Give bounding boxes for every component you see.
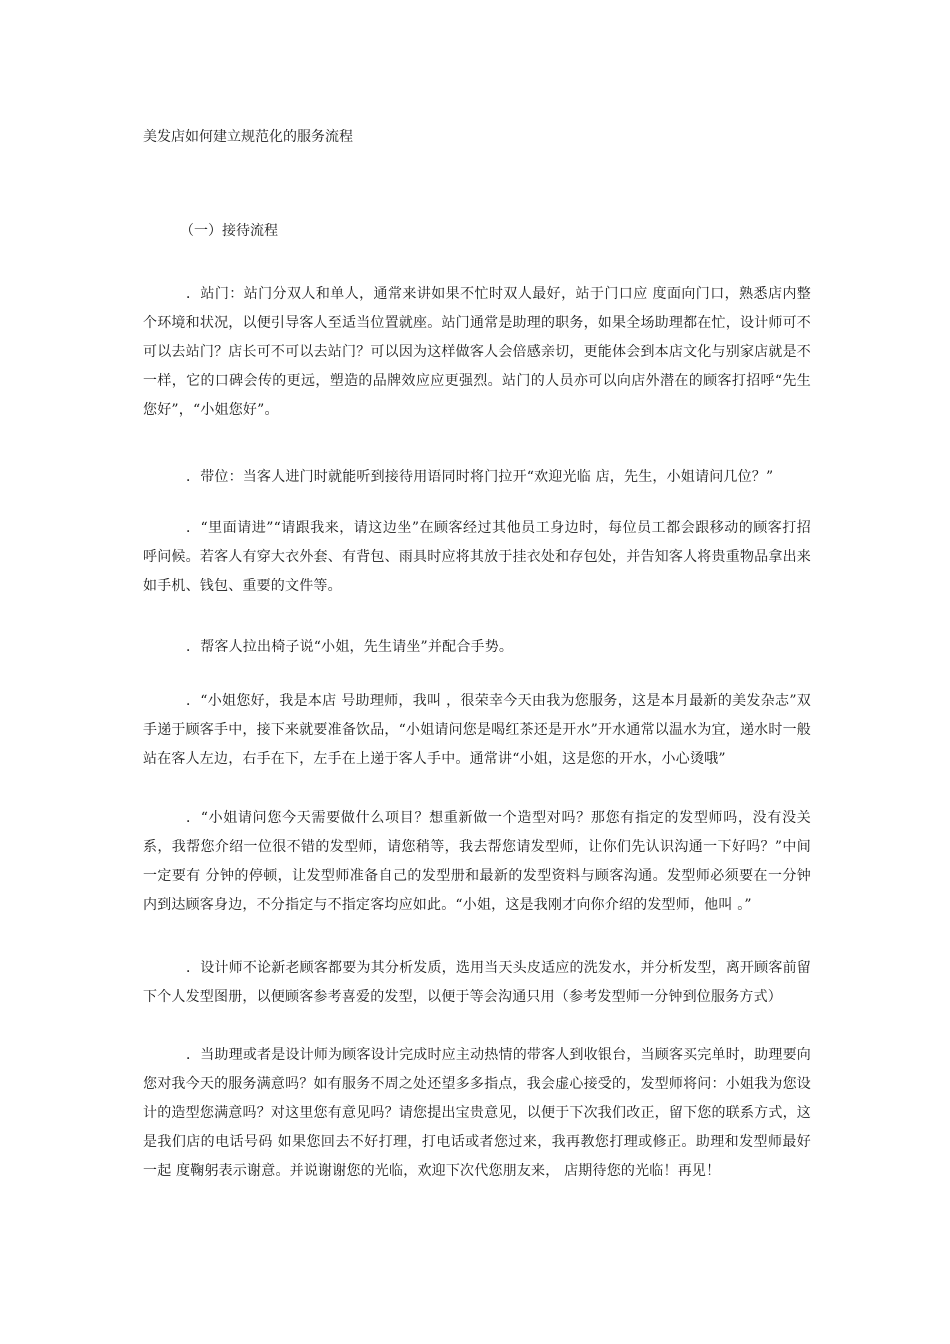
paragraph-service-inquiry: ．“小姐请问您今天需要做什么项目？想重新做一个造型对吗？那您有指定的发型师吗，没有没关系，我帮您介绍一位很不错的发型师，请您稍等，我去帮您请发型师，让你们先认识沟通一下好吗？”中间一定要有 分钟的停顿，让发型师准备自己的发型册和最新的发型资料与顾客沟通。发型师必须要在一分钟内到达顾客身边，不分指定与不指定客均应如此。“小姐，这是我刚才向你介绍的发型师，他叫 。”: [143, 810, 811, 913]
paragraph-checkout-farewell: ．当助理或者是设计师为顾客设计完成时应主动热情的带客人到收银台，当顾客买完单时，助理要向您对我今天的服务满意吗？如有服务不周之处还望多多指点，我会虚心接受的，发型师将问：小姐我为您设计的造型您满意吗？对这里您有意见吗？请您提出宝贵意见，以便于下次我们改正，留下您的联系方式，这是我们店的电话号码 如果您回去不好打理，打电话或者您过来，我再教您打理或修正。助理和发型师最好一起 度鞠躬表示谢意。并说谢谢您的光临，欢迎下次代您朋友来， 店期待您的光临！再见！: [143, 1047, 811, 1179]
paragraph-guiding-to-seat: ．带位：当客人进门时就能听到接待用语同时将门拉开“欢迎光临 店，先生，小姐请问几位？”: [186, 469, 774, 485]
paragraph-please-come-in: ．“里面请进”“请跟我来，请这边坐”在顾客经过其他员工身边时，每位员工都会跟移动的顾客打招呼问候。若客人有穿大衣外套、有背包、雨具时应将其放于挂衣处和存包处，并告知客人将贵重物品拿出来如手机、钱包、重要的文件等。: [143, 520, 811, 594]
paragraph-standing-at-door: ．站门：站门分双人和单人，通常来讲如果不忙时双人最好，站于门口应 度面向门口，熟悉店内整个环境和状况，以便引导客人至适当位置就座。站门通常是助理的职务，如果全场助理都在忙，设计师可不可以去站门？店长可不可以去站门？可以因为这样做客人会倍感亲切，更能体会到本店文化与别家店就是不一样，它的口碑会传的更远，塑造的品牌效应应更强烈。站门的人员亦可以向店外潜在的顾客打招呼“先生您好”，“小姐您好”。: [143, 286, 811, 418]
paragraph-pull-out-chair: ．帮客人拉出椅子说“小姐，先生请坐”并配合手势。: [186, 639, 514, 655]
section-heading: （一）接待流程: [180, 223, 278, 239]
paragraph-assistant-greeting: ．“小姐您好，我是本店 号助理师，我叫 ，很荣幸今天由我为您服务，这是本月最新的美发杂志”双手递于顾客手中，接下来就要准备饮品，“小姐请问您是喝红茶还是开水”开水通常以温水为宜，递水时一般站在客人左边，右手在下，左手在上递于客人手中。通常讲“小姐，这是您的开水，小心烫哦”: [143, 693, 811, 767]
paragraph-hair-analysis: ．设计师不论新老顾客都要为其分析发质，选用当天头皮适应的洗发水，并分析发型，离开顾客前留下个人发型图册，以便顾客参考喜爱的发型，以便于等会沟通只用（参考发型师一分钟到位服务方式）: [143, 960, 811, 1005]
document-title: 美发店如何建立规范化的服务流程: [143, 129, 353, 145]
